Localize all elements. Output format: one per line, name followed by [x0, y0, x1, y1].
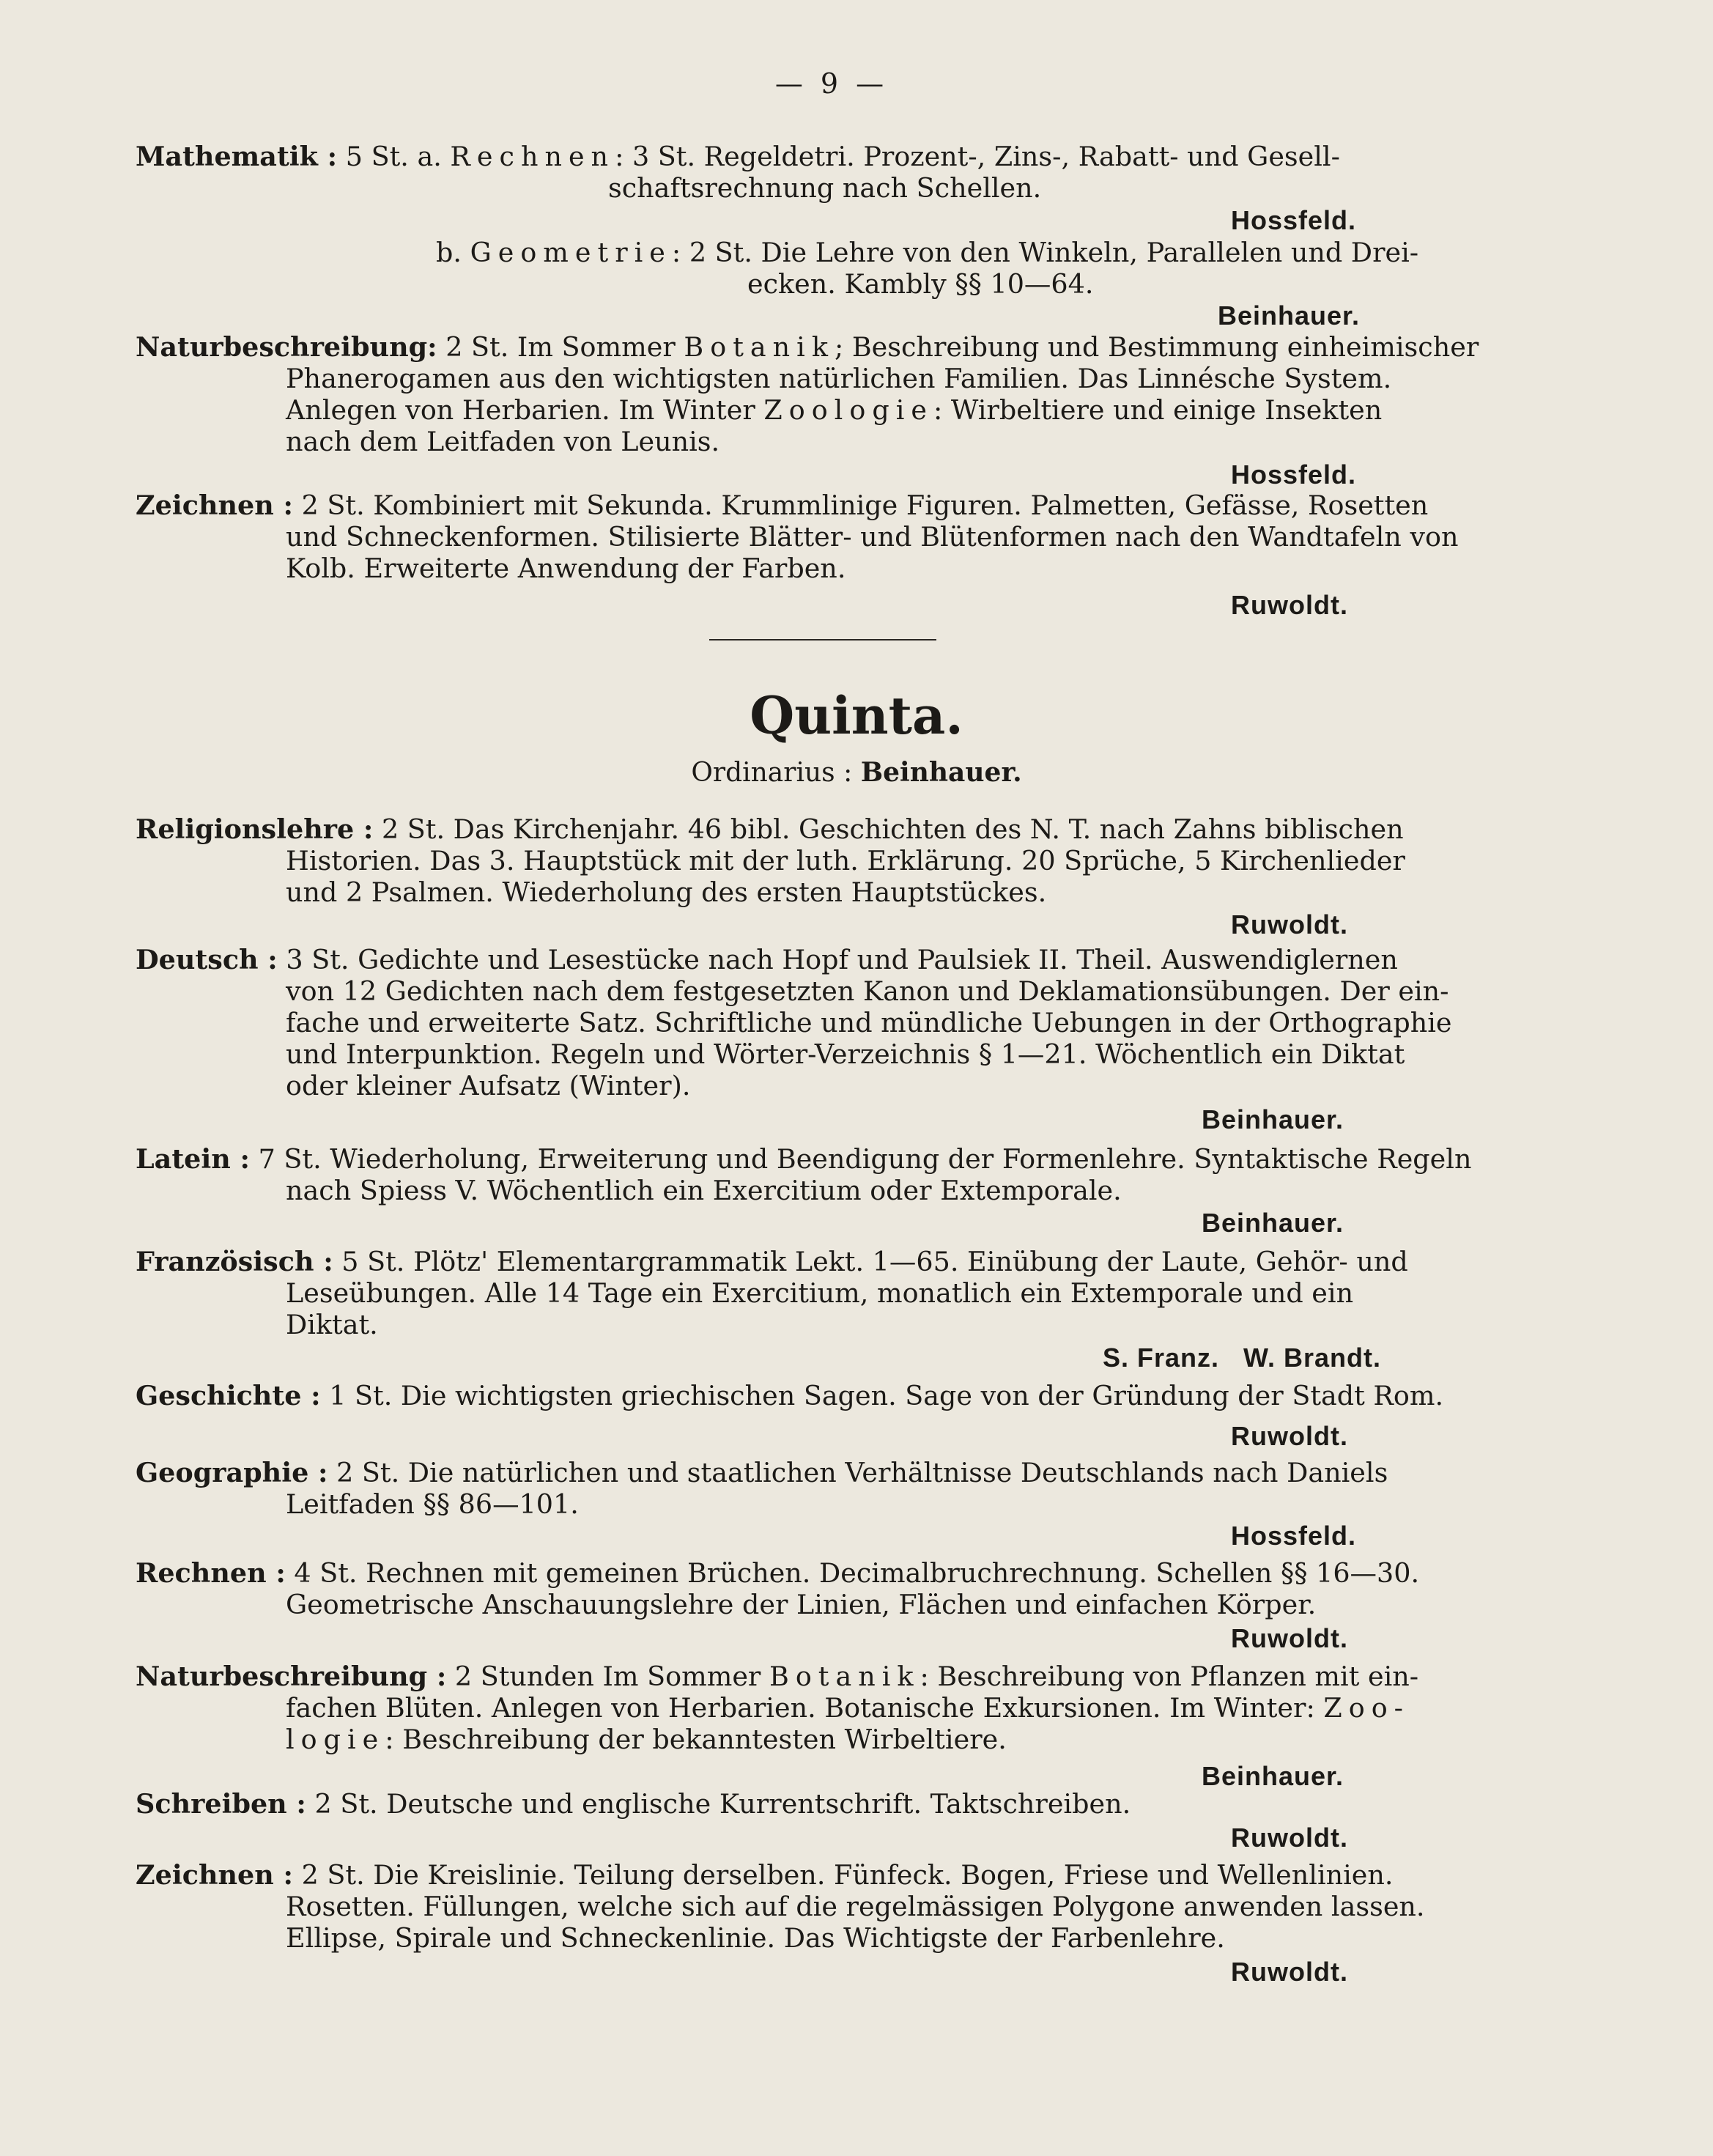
- teacher-signature: Ruwoldt.: [1231, 1957, 1348, 1987]
- section-divider: [709, 639, 936, 640]
- teacher-signature: Ruwoldt.: [1231, 909, 1348, 939]
- teacher-signature: Beinhauer.: [1202, 1104, 1344, 1134]
- entry-geometrie: b. Geometrie: 2 St. Die Lehre von den Winkeln, Parallelen und Drei- ecken. Kambly §§ 10—64.: [436, 237, 1419, 300]
- subject-label: Schreiben :: [136, 1788, 306, 1820]
- entry-mathematik: Mathematik : 5 St. a. Rechnen: 3 St. Regeldetri. Prozent-, Zins-, Rabatt- und Gesell- schaftsrechnung nach Schellen.: [136, 141, 1517, 204]
- entry-zeichnen-quinta: Zeichnen : 2 St. Die Kreislinie. Teilung derselben. Fünfeck. Bogen, Friese und Wellenlinien. Rosetten. Füllungen, welche sich auf die regelmässigen Polygone anwenden lassen. Ellipse, Spirale und Schneckenlinie. Das Wichtigste der Farbenlehre.: [136, 1859, 1425, 1954]
- ordinarius-line: Ordinarius : Beinhauer.: [691, 757, 1022, 788]
- subject-label: Naturbeschreibung :: [136, 1661, 447, 1692]
- page-number: — 9 —: [774, 67, 889, 100]
- teacher-signature: Ruwoldt.: [1231, 1623, 1348, 1653]
- teacher-signature: Ruwoldt.: [1231, 590, 1348, 620]
- section-title: Quinta.: [750, 685, 963, 746]
- subject-label: Geschichte :: [136, 1380, 321, 1411]
- teacher-signature: Beinhauer.: [1218, 300, 1361, 331]
- subject-label: Naturbeschreibung:: [136, 331, 437, 363]
- subject-label: Religionslehre :: [136, 813, 374, 845]
- line: Mathematik : 5 St. a. Rechnen: 3 St. Regeldetri. Prozent-, Zins-, Rabatt- und Gesell-: [136, 141, 1340, 172]
- entry-rechnen: Rechnen : 4 St. Rechnen mit gemeinen Brüchen. Decimalbruchrechnung. Schellen §§ 16—30. Geometrische Anschauungslehre der Linien, Flächen und einfachen Körper.: [136, 1557, 1420, 1620]
- entry-naturbeschreibung: Naturbeschreibung: 2 St. Im Sommer Botanik; Beschreibung und Bestimmung einheimischer Phanerogamen aus den wichtigsten natürlichen Familien. Das Linnésche System. Anlegen von Herbarien. Im Winter Zoologie: Wirbeltiere und einige Insekten nach dem Leitfaden von Leunis.: [136, 331, 1479, 457]
- entry-naturbeschreibung-quinta: Naturbeschreibung : 2 Stunden Im Sommer Botanik: Beschreibung von Pflanzen mit ein- fachen Blüten. Anlegen von Herbarien. Botanische Exkursionen. Im Winter: Zoo- logie: Beschreibung der bekanntesten Wirbeltiere.: [136, 1661, 1419, 1755]
- entry-geschichte: Geschichte : 1 St. Die wichtigsten griechischen Sagen. Sage von der Gründung der Stadt Rom.: [136, 1380, 1444, 1411]
- teacher-signature: Hossfeld.: [1231, 205, 1357, 235]
- subject-label: Französisch :: [136, 1246, 333, 1277]
- teacher-signature: Ruwoldt.: [1231, 1823, 1348, 1853]
- entry-zeichnen: Zeichnen : 2 St. Kombiniert mit Sekunda. Krummlinige Figuren. Palmetten, Gefässe, Rosetten und Schneckenformen. Stilisierte Blätter- und Blütenformen nach den Wandtafeln von Kolb. Erweiterte Anwendung der Farben.: [136, 490, 1459, 584]
- subject-label: Deutsch :: [136, 944, 278, 975]
- entry-religionslehre: Religionslehre : 2 St. Das Kirchenjahr. 46 bibl. Geschichten des N. T. nach Zahns biblischen Historien. Das 3. Hauptstück mit der luth. Erklärung. 20 Sprüche, 5 Kirchenlieder und 2 Psalmen. Wiederholung des ersten Hauptstückes.: [136, 813, 1405, 908]
- teacher-signature: Beinhauer.: [1202, 1208, 1344, 1238]
- subject-label: Latein :: [136, 1143, 250, 1175]
- teacher-signature: S. Franz. W. Brandt.: [1103, 1343, 1382, 1373]
- subject-label: Zeichnen :: [136, 490, 293, 521]
- entry-deutsch: Deutsch : 3 St. Gedichte und Lesestücke nach Hopf und Paulsiek II. Theil. Auswendiglernen von 12 Gedichten nach dem festgesetzten Kanon und Deklamationsübungen. Der ein- fache und erweiterte Satz. Schriftliche und mündliche Uebungen in der Orthographie und Interpunktion. Regeln und Wörter-Verzeichnis § 1—21. Wöchentlich ein Diktat oder kleiner Aufsatz (Winter).: [136, 944, 1452, 1101]
- entry-schreiben: Schreiben : 2 St. Deutsche und englische Kurrentschrift. Taktschreiben.: [136, 1788, 1131, 1820]
- teacher-signature: Hossfeld.: [1231, 1521, 1357, 1551]
- subject-label: Mathematik :: [136, 141, 338, 172]
- teacher-signature: Beinhauer.: [1202, 1761, 1344, 1791]
- entry-geographie: Geographie : 2 St. Die natürlichen und staatlichen Verhältnisse Deutschlands nach Daniels Leitfaden §§ 86—101.: [136, 1457, 1388, 1520]
- entry-latein: Latein : 7 St. Wiederholung, Erweiterung und Beendigung der Formenlehre. Syntaktische Regeln nach Spiess V. Wöchentlich ein Exercitium oder Extemporale.: [136, 1143, 1472, 1206]
- subject-label: Geographie :: [136, 1457, 328, 1488]
- teacher-signature: Ruwoldt.: [1231, 1421, 1348, 1451]
- teacher-signature: Hossfeld.: [1231, 459, 1357, 490]
- subject-label: Rechnen :: [136, 1557, 286, 1589]
- subject-label: Zeichnen :: [136, 1859, 293, 1891]
- entry-franzoesisch: Französisch : 5 St. Plötz' Elementargrammatik Lekt. 1—65. Einübung der Laute, Gehör- und Leseübungen. Alle 14 Tage ein Exercitium, monatlich ein Extemporale und ein Diktat.: [136, 1246, 1408, 1340]
